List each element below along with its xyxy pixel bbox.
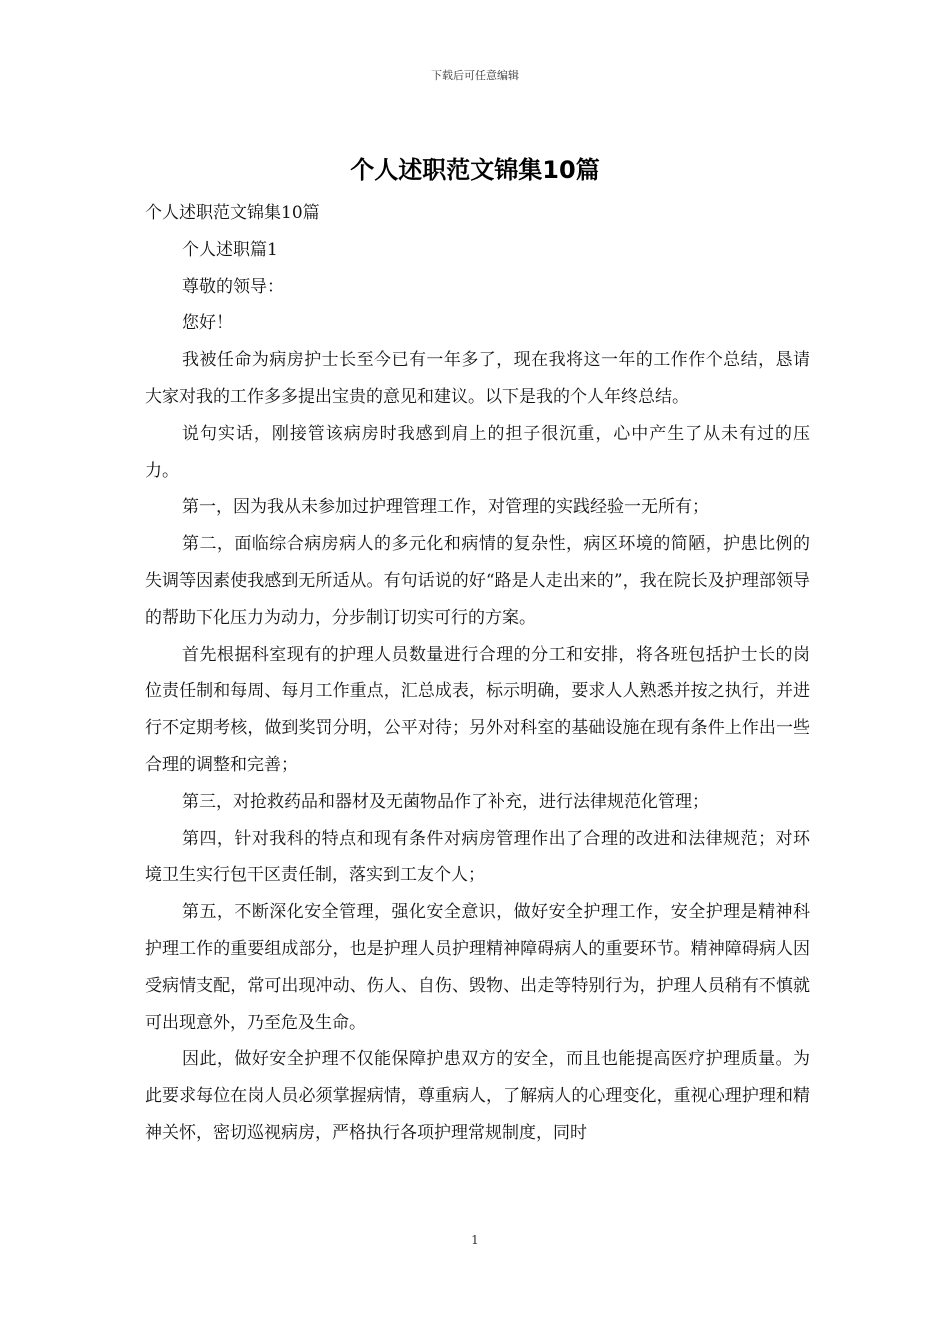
body-paragraph: 第四，针对我科的特点和现有条件对病房管理作出了合理的改进和法律规范；对环境卫生实行包干区责任制，落实到工友个人； xyxy=(145,828,810,886)
body-paragraph-subtitle: 个人述职范文锦集10篇 xyxy=(145,203,320,223)
document-body xyxy=(145,195,810,1152)
body-paragraph-section-heading: 个人述职篇1 xyxy=(182,239,278,260)
body-paragraph-greeting: 您好！ xyxy=(182,313,233,334)
body-paragraph: 因此，做好安全护理不仅能保障护患双方的安全，而且也能提高医疗护理质量。为此要求每位在岗人员必须掌握病情，尊重病人，了解病人的心理变化，重视心理护理和精神关怀，密切巡视病房，严格执行各项护理常规制度，同时 xyxy=(145,1049,810,1143)
document-title: 个人述职范文锦集10篇 xyxy=(350,156,600,184)
body-paragraph: 第五，不断深化安全管理，强化安全意识，做好安全护理工作，安全护理是精神科护理工作的重要组成部分，也是护理人员护理精神障碍病人的重要环节。精神障碍病人因受病情支配，常可出现冲动、伤人、自伤、毁物、出走等特别行为，护理人员稍有不慎就可出现意外，乃至危及生命。 xyxy=(145,902,810,1033)
body-paragraph: 首先根据科室现有的护理人员数量进行合理的分工和安排，将各班包括护士长的岗位责任制和每周、每月工作重点，汇总成表，标示明确，要求人人熟悉并按之执行，并进行不定期考核，做到奖罚分明，公平对待；另外对科室的基础设施在现有条件上作出一些合理的调整和完善； xyxy=(145,644,810,775)
body-paragraph-salutation: 尊敬的领导： xyxy=(182,276,284,297)
body-paragraph: 第三，对抢救药品和器材及无菌物品作了补充，进行法律规范化管理； xyxy=(182,791,709,812)
body-paragraph: 我被任命为病房护士长至今已有一年多了，现在我将这一年的工作作个总结，恳请大家对我的工作多多提出宝贵的意见和建议。以下是我的个人年终总结。 xyxy=(145,350,810,407)
body-paragraph: 第二，面临综合病房病人的多元化和病情的复杂性，病区环境的简陋，护患比例的失调等因素使我感到无所适从。有句话说的好“路是人走出来的”，我在院长及护理部领导的帮助下化压力为动力，分步制订切实可行的方案。 xyxy=(145,534,810,628)
page-number: 1 xyxy=(471,1233,479,1247)
body-paragraph: 第一，因为我从未参加过护理管理工作，对管理的实践经验一无所有； xyxy=(182,497,709,518)
body-paragraph: 说句实话，刚接管该病房时我感到肩上的担子很沉重，心中产生了从未有过的压力。 xyxy=(145,423,810,481)
download-note: 下载后可任意编辑 xyxy=(431,69,519,82)
